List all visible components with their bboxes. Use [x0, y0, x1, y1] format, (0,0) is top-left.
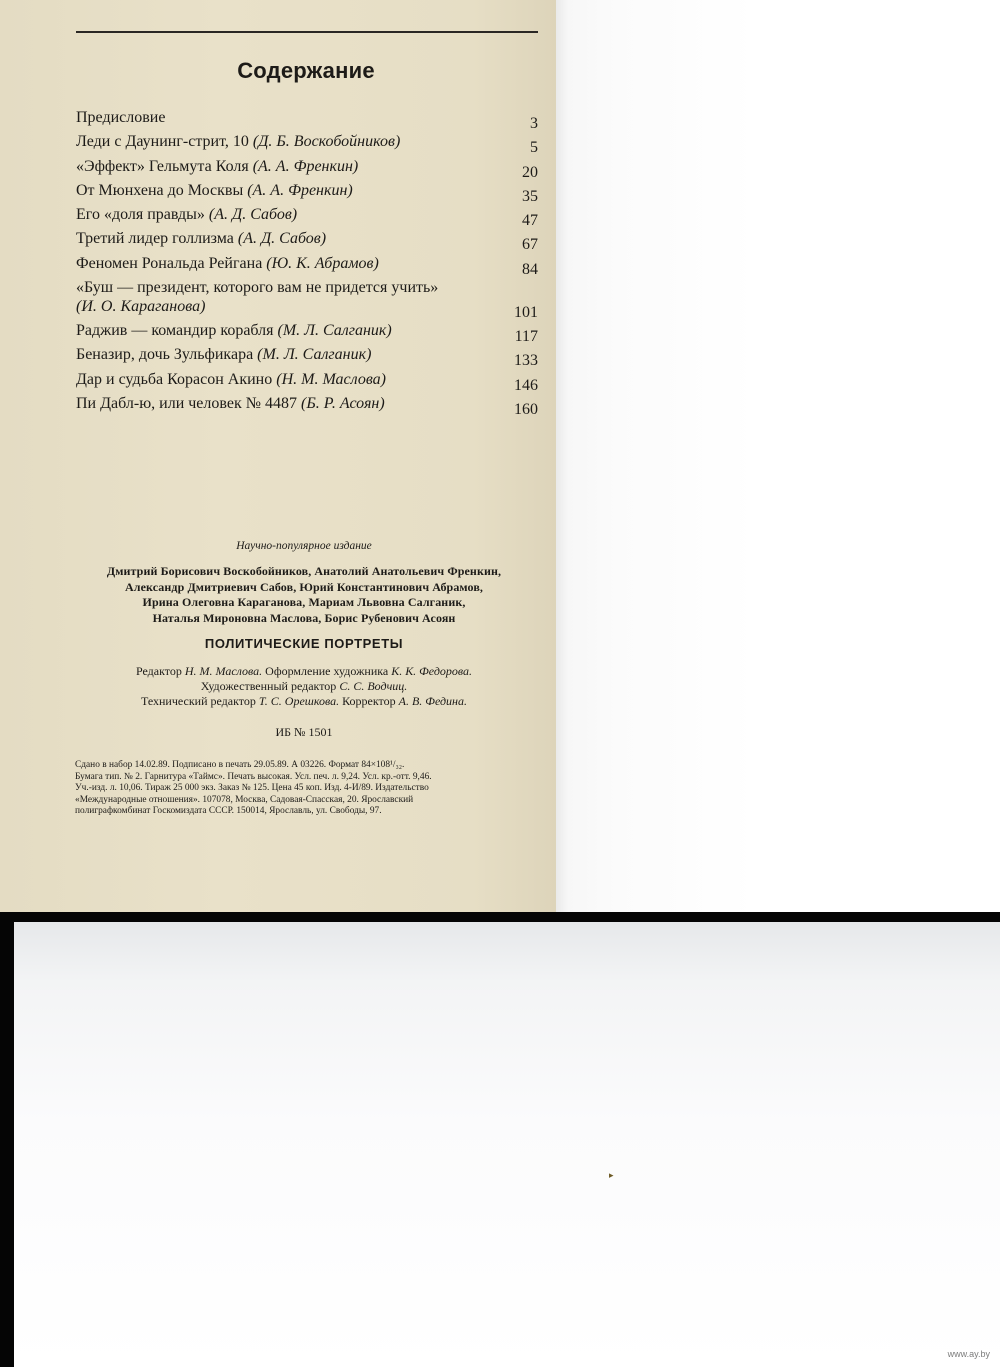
authors-line: Наталья Мироновна Маслова, Борис Рубенович Асоян	[152, 610, 456, 625]
toc-entry	[76, 394, 538, 418]
artist-name: К. К. Федорова.	[391, 664, 473, 678]
tech-editor-name: Т. С. Орешкова.	[258, 694, 340, 708]
toc-entry-page: 117	[514, 328, 538, 346]
scan-background-right	[556, 0, 1000, 912]
toc-entry-title: Беназир, дочь Зульфикара	[76, 346, 254, 364]
colophon-line: «Международные отношения». 107078, Москва, Садовая-Спасская, 20. Ярославский	[75, 794, 414, 805]
toc-entry	[76, 205, 538, 230]
colophon-line: Сдано в набор 14.02.89. Подписано в печать 29.05.89. А 03226. Формат 84×108¹/₃₂.	[75, 760, 405, 770]
toc-entry	[76, 229, 538, 254]
book-page	[0, 0, 556, 912]
toc-entry-author: (А. А. Френкин)	[252, 157, 359, 175]
credits	[60, 664, 548, 709]
scan-edge	[0, 912, 1000, 922]
art-editor-name: С. С. Водчиц.	[339, 679, 408, 693]
toc-entry-title: Третий лидер голлизма	[76, 230, 234, 248]
toc-entry-title: Леди с Даунинг-стрит, 10	[76, 133, 249, 151]
toc-entry-author: (А. А. Френкин)	[247, 181, 353, 199]
toc-entry	[76, 254, 538, 278]
toc-entry-page: 3	[530, 115, 538, 132]
toc-entry-author: (А. Д. Сабов)	[237, 230, 327, 248]
toc-entry-author: (Ю. К. Абрамов)	[266, 254, 379, 272]
toc-entry	[76, 278, 538, 322]
toc-entry-author: (М. Л. Салганик)	[277, 322, 392, 340]
credit-label: Технический редактор	[140, 694, 259, 708]
toc-title: Содержание	[237, 58, 375, 83]
scan-speck: ▸	[609, 1170, 614, 1180]
toc-entry-title: От Мюнхена до Москвы	[76, 181, 244, 199]
toc-entry-author: (М. Л. Салганик)	[257, 346, 372, 364]
colophon-line: Бумага тип. № 2. Гарнитура «Таймс». Печать высокая. Усл. печ. л. 9,24. Усл. кр.-отт. 9,46.	[75, 771, 432, 782]
toc-entry-author: (Н. М. Маслова)	[276, 370, 386, 388]
toc-entry-title: Предисловие	[76, 109, 166, 126]
toc-entry	[76, 181, 538, 205]
toc-entry-page: 67	[522, 236, 538, 254]
toc-entry-title: Его «доля правды»	[76, 206, 205, 224]
editor-name: Н. М. Маслова.	[184, 664, 263, 678]
watermark: www.ay.by	[947, 1349, 990, 1359]
credits-line-2	[60, 679, 548, 694]
ib-number: ИБ № 1501	[275, 725, 333, 739]
toc-entry-page: 5	[530, 139, 538, 157]
toc-entry-page: 84	[522, 260, 538, 278]
toc-entry-title: Феномен Рональда Рейгана	[76, 254, 263, 272]
scan-edge-left	[0, 912, 14, 1367]
toc-entry-page: 133	[514, 352, 538, 370]
toc-entry-author: (И. О. Караганова)	[76, 298, 206, 316]
colophon	[75, 760, 533, 818]
toc-entry-title: Раджив — командир корабля	[76, 322, 274, 340]
table-of-contents	[76, 108, 538, 418]
edition-type: Научно-популярное издание	[236, 540, 372, 552]
toc-entry-title: Пи Дабл-ю, или человек № 4487	[76, 394, 297, 412]
credits-line-3	[60, 694, 548, 709]
toc-entry-page: 35	[522, 187, 538, 205]
authors-line: Александр Дмитриевич Сабов, Юрий Константинович Абрамов,	[124, 579, 484, 594]
toc-entry-page: 160	[514, 400, 538, 418]
colophon-line: полиграфкомбинат Госкомиздата СССР. 150014, Ярославль, ул. Свободы, 97.	[75, 806, 382, 816]
toc-entry	[76, 157, 538, 181]
toc-entry	[76, 321, 538, 346]
toc-entry-page: 47	[522, 212, 538, 230]
toc-entry	[76, 108, 538, 132]
credit-label: Корректор	[339, 694, 399, 708]
book-title: ПОЛИТИЧЕСКИЕ ПОРТРЕТЫ	[204, 636, 404, 651]
credit-label: Редактор	[135, 664, 185, 678]
toc-entry-author: (А. Д. Сабов)	[208, 206, 298, 224]
authors-list	[60, 564, 548, 626]
credit-label: Художественный редактор	[200, 679, 340, 693]
credits-line-1	[60, 664, 548, 679]
toc-entry-title: «Эффект» Гельмута Коля	[76, 157, 249, 175]
imprint	[60, 540, 548, 740]
toc-entry-author: (Б. Р. Асоян)	[300, 394, 385, 412]
toc-entry-title: «Буш — президент, которого вам не придется учить»	[76, 279, 439, 297]
toc-entry-page: 20	[522, 163, 538, 181]
toc-entry	[76, 370, 538, 394]
toc-entry-author: (Д. Б. Воскобойников)	[252, 133, 401, 151]
scan-background-bottom	[14, 922, 1000, 1367]
authors-line: Дмитрий Борисович Воскобойников, Анатолий Анатольевич Френкин,	[106, 564, 502, 578]
toc-entry-page: 146	[514, 376, 538, 394]
top-rule	[76, 31, 538, 33]
authors-line: Ирина Олеговна Караганова, Мариам Львовна Салганик,	[142, 595, 466, 609]
colophon-line: Уч.-изд. л. 10,06. Тираж 25 000 экз. Заказ № 125. Цена 45 коп. Изд. 4-И/89. Издательство	[75, 783, 429, 793]
credit-label: Оформление художника	[262, 664, 392, 678]
toc-entry-title: Дар и судьба Корасон Акино	[76, 370, 273, 388]
toc-entry	[76, 132, 538, 157]
corrector-name: А. В. Федина.	[398, 694, 468, 708]
toc-entry-page: 101	[514, 304, 538, 322]
toc-entry	[76, 345, 538, 370]
